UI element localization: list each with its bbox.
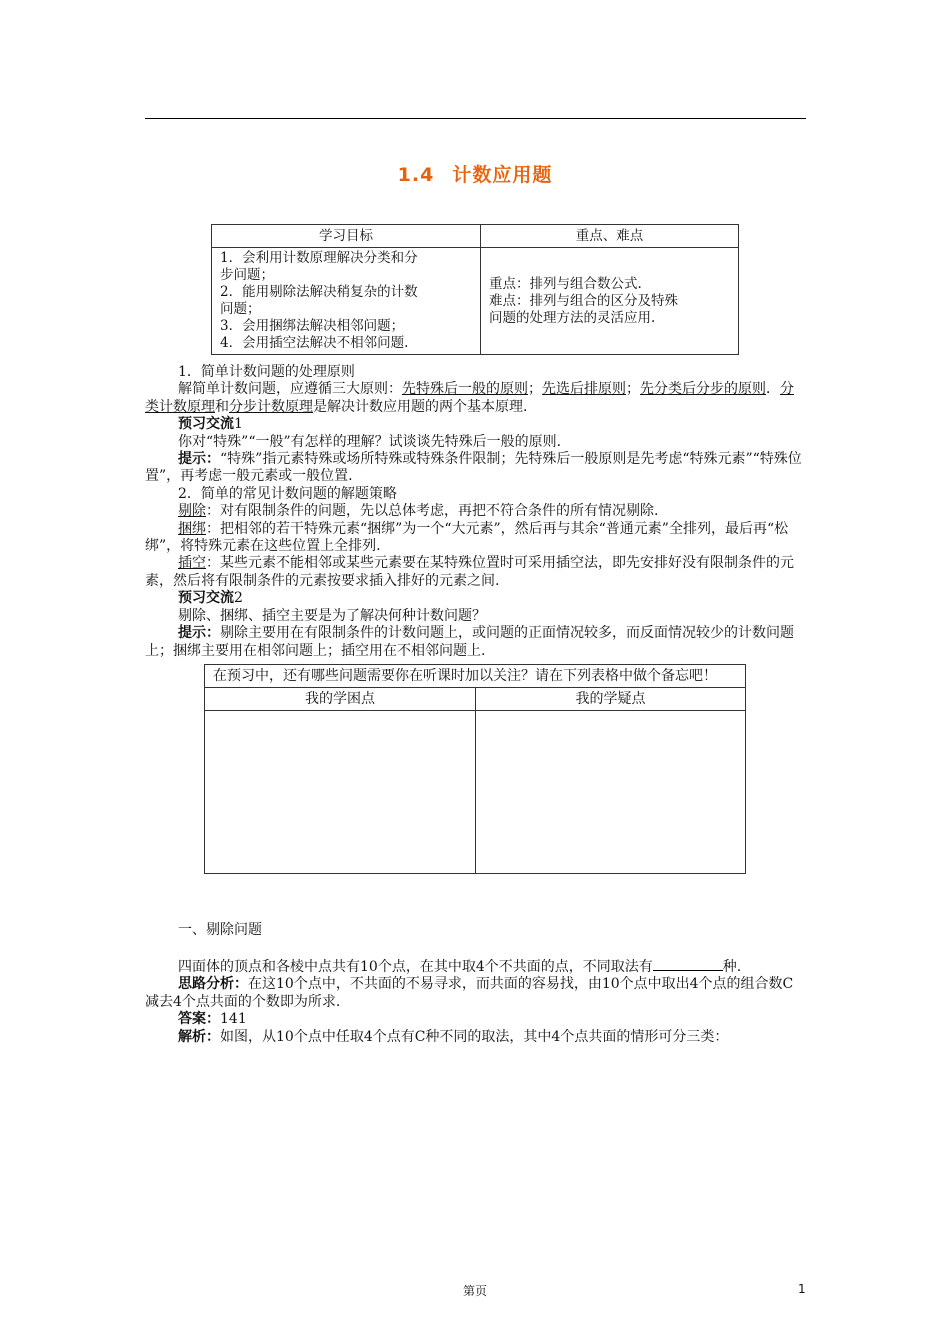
keypoints-cell [481, 248, 739, 355]
answer-blank[interactable] [653, 956, 723, 971]
method-remove [145, 503, 807, 520]
text-run: 和 [215, 398, 229, 415]
memo-doubts-input[interactable] [476, 711, 746, 874]
method-bundle [145, 521, 807, 556]
memo-col-doubts: 我的学疑点 [476, 688, 746, 711]
memo-col-difficulties: 我的学困点 [205, 688, 476, 711]
text-run: ； [626, 381, 640, 398]
method-label: 捆绑 [178, 520, 206, 537]
footer-page-number: 1 [798, 1282, 806, 1296]
keypoint-line: 问题的处理方法的灵活应用. [489, 309, 656, 326]
preview1-question: 你对“特殊”“一般”有怎样的理解？试谈谈先特殊后一般的原则. [178, 433, 562, 450]
analysis-text: 在这10个点中，不共面的不易寻求，而共面的容易找，由10个点中取出4个点的组合数C减去4个点共面的个数即为所求. [145, 976, 794, 1010]
principle-1: 先特殊后一般的原则 [402, 381, 528, 398]
text-run: 解简单计数问题，应遵循三大原则： [178, 381, 402, 398]
objective-line: 2．能用剔除法解决稍复杂的计数 [220, 284, 418, 300]
objective-line: 4．会用插空法解决不相邻问题. [220, 335, 409, 351]
part1-heading: 一、剔除问题 [178, 922, 262, 938]
preview-label: 预习交流 [178, 416, 234, 433]
part1-heading-block [145, 922, 807, 939]
title-text: 计数应用题 [452, 164, 553, 186]
method-insert [145, 555, 807, 590]
answer-label: 答案： [178, 1011, 220, 1028]
solution-text: 如图，从10个点中任取4个点有C种不同的取法，其中4个点共面的情形可分三类： [220, 1028, 729, 1045]
example-problem [145, 956, 807, 976]
section2-heading: 2．简单的常见计数问题的解题策略 [178, 485, 397, 502]
objective-line: 步问题； [220, 267, 274, 283]
method-text: ：把相邻的若干特殊元素“捆绑”为一个“大元素”，然后再与其余“普通元素”全排列，最后再“松绑”，将特殊元素在这些位置上全排列. [145, 520, 789, 555]
memo-table [204, 664, 746, 874]
memo-prompt: 在预习中，还有哪些问题需要你在听课时加以关注？请在下列表格中做个备忘吧！ [205, 665, 746, 688]
hint-label: 提示： [178, 451, 220, 468]
hint-text: 剔除主要用在有限制条件的计数问题上，或问题的正面情况较多，而反面情况较少的计数问题上；捆绑主要用在相邻问题上；插空用在不相邻问题上. [145, 625, 794, 659]
objective-line: 1．会利用计数原理解决分类和分 [220, 250, 418, 266]
hint-label: 提示： [178, 625, 220, 642]
analysis-label: 思路分析： [178, 976, 248, 993]
text-run: ． [766, 381, 780, 398]
principle-5: 分步计数原理 [229, 398, 313, 415]
example-solution [145, 1029, 807, 1046]
solution-label: 解析： [178, 1028, 220, 1045]
problem-text: 四面体的顶点和各棱中点共有10个点，在其中取4个不共面的点，不同取法有 [178, 959, 653, 975]
objective-line: 问题； [220, 301, 261, 317]
example-answer [145, 1011, 807, 1028]
preview1-heading [145, 416, 807, 433]
preview2-hint [145, 625, 807, 660]
method-label: 剔除 [178, 503, 206, 520]
objective-line: 3．会用捆绑法解决相邻问题； [220, 318, 405, 334]
preview1-hint [145, 451, 807, 486]
method-label: 插空 [178, 555, 206, 572]
keypoint-line: 重点：排列与组合数公式. [489, 275, 642, 292]
title-number: 1.4 [397, 164, 435, 186]
hint-text: “特殊”指元素特殊或场所特殊或特殊条件限制；先特殊后一般原则是先考虑“特殊元素”“特殊位置”，再考虑一般元素或一般位置. [145, 451, 802, 485]
example-section [145, 956, 807, 1046]
preview2-question: 剔除、捆绑、插空主要是为了解决何种计数问题？ [178, 607, 486, 624]
preview-number: 2 [234, 590, 243, 607]
goals-table [211, 224, 739, 355]
principle-2: 先选后排原则 [542, 381, 626, 398]
header-rule [145, 118, 806, 119]
answer-value: 141 [220, 1011, 247, 1028]
method-text: ：某些元素不能相邻或某些元素要在某特殊位置时可采用插空法，即先安排好没有限制条件的元素，然后将有限制条件的元素按要求插入排好的元素之间. [145, 555, 794, 589]
footer-page-label: 第页 [462, 1284, 487, 1298]
keypoint-line: 难点：排列与组合的区分及特殊 [489, 292, 678, 309]
preview-label: 预习交流 [178, 590, 234, 607]
preview-section [145, 364, 807, 660]
text-run: ； [528, 381, 542, 398]
principle-3: 先分类后分步的原则 [640, 381, 766, 398]
text-run: 是解决计数应用题的两个基本原理. [313, 398, 528, 415]
example-analysis [145, 976, 807, 1011]
principle-4: 分类计数原理 [145, 381, 794, 415]
memo-difficulties-input[interactable] [205, 711, 476, 874]
page-title [0, 160, 950, 187]
problem-text: 种. [722, 959, 742, 975]
section1-heading: 1．简单计数问题的处理原则 [178, 364, 355, 380]
goals-header-objectives: 学习目标 [212, 225, 481, 248]
section1-paragraph [145, 381, 807, 416]
preview-number: 1 [234, 416, 243, 433]
goals-header-keypoints: 重点、难点 [481, 225, 739, 248]
preview2-heading [145, 590, 807, 607]
objectives-cell [212, 248, 481, 355]
method-text: ：对有限制条件的问题，先以总体考虑，再把不符合条件的所有情况剔除. [206, 503, 659, 520]
